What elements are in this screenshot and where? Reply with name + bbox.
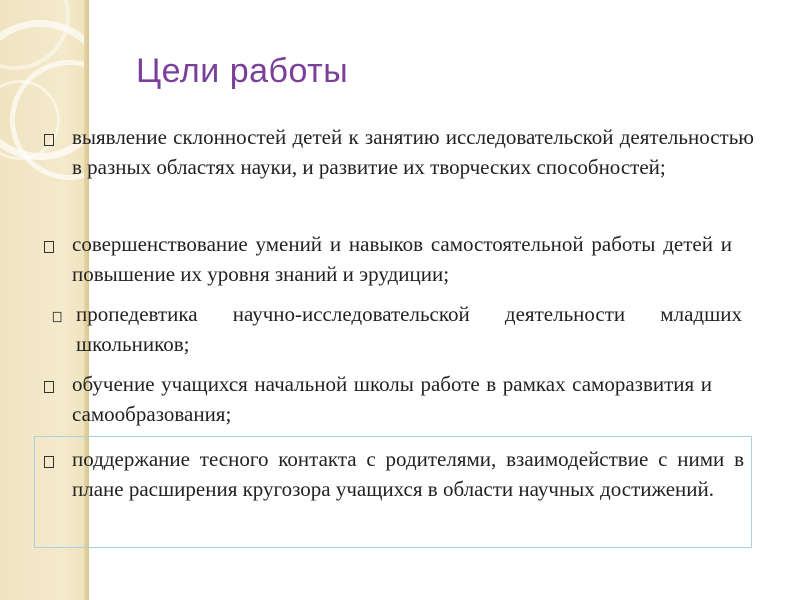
goal-item-1: выявление склонностей детей к занятию исследовательской деятельностью в разных областях науки, и развитие их творческих способностей; [72,125,754,179]
bullet-icon [51,309,65,324]
bullet-icon [42,238,58,256]
bullet-icon [42,453,58,471]
goal-item-3: пропедевтика научно-исследовательской деятельности младших школьников; [76,302,742,356]
goal-item-5: поддержание тесного контакта с родителями, взаимодействие с ними в плане расширения кругозора учащихся в области научных достижений. [72,447,744,501]
slide-title: Цели работы [136,52,349,90]
bullet-icon [42,131,58,149]
goal-item-2: совершенствование умений и навыков самостоятельной работы детей и повышение их уровня знаний и эрудиции; [72,232,732,286]
goal-item-4: обучение учащихся начальной школы работе в рамках саморазвития и самообразования; [72,372,712,426]
bullet-icon [42,378,58,396]
